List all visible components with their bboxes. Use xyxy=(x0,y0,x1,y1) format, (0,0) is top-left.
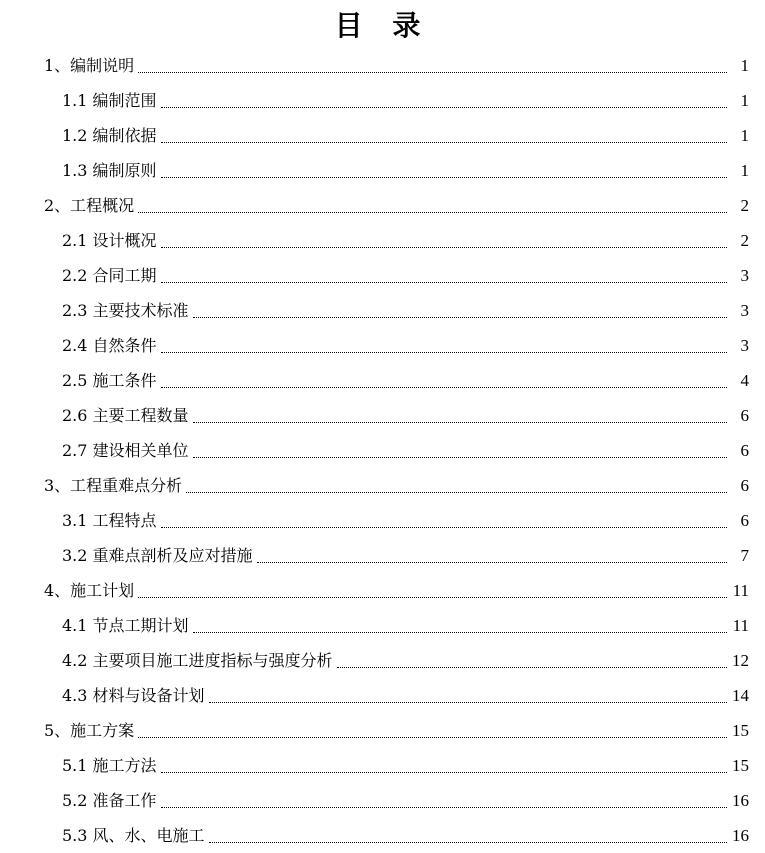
dot-leader-container xyxy=(157,363,765,398)
dot-leader-container xyxy=(253,538,765,573)
dot-leader-container xyxy=(134,713,765,748)
toc-entry[interactable] xyxy=(0,643,765,678)
dot-leader xyxy=(337,666,727,668)
toc-entry-page-number: 14 xyxy=(732,685,749,705)
dot-leader-container xyxy=(157,783,765,818)
toc-entry[interactable] xyxy=(0,783,765,818)
toc-entry[interactable] xyxy=(0,713,765,748)
toc-entry[interactable] xyxy=(0,258,765,293)
toc-entry-page-number: 4 xyxy=(740,370,749,390)
toc-entry-label: 2.1 设计概况 xyxy=(62,230,157,250)
toc-entry-page-number: 3 xyxy=(740,300,749,320)
dot-leader xyxy=(161,176,727,178)
toc-entry-label: 5.2 准备工作 xyxy=(62,790,157,810)
dot-leader-container xyxy=(333,643,765,678)
dot-leader-container xyxy=(205,678,765,713)
dot-leader xyxy=(161,246,727,248)
toc-entry-label: 2.3 主要技术标准 xyxy=(62,300,189,320)
dot-leader xyxy=(161,351,727,353)
toc-entry-page-number: 16 xyxy=(732,825,749,845)
toc-entry-label: 4.2 主要项目施工进度指标与强度分析 xyxy=(62,650,333,670)
toc-entry-label: 2.4 自然条件 xyxy=(62,335,157,355)
dot-leader xyxy=(193,456,727,458)
toc-entry-label: 4.3 材料与设备计划 xyxy=(62,685,205,705)
dot-leader-container xyxy=(157,83,765,118)
toc-entry-page-number: 11 xyxy=(732,580,749,600)
dot-leader xyxy=(161,526,727,528)
toc-entry-label: 1.2 编制依据 xyxy=(62,125,157,145)
toc-entry-label: 3.2 重难点剖析及应对措施 xyxy=(62,545,253,565)
toc-entry-page-number: 6 xyxy=(740,475,749,495)
toc-entry-label: 3、工程重难点分析 xyxy=(44,475,183,495)
dot-leader xyxy=(193,421,727,423)
dot-leader xyxy=(193,631,727,633)
dot-leader xyxy=(138,71,727,73)
dot-leader-container xyxy=(157,503,765,538)
dot-leader xyxy=(161,771,727,773)
dot-leader-container xyxy=(157,153,765,188)
toc-entry-page-number: 15 xyxy=(732,720,749,740)
toc-entry[interactable] xyxy=(0,538,765,573)
toc-entry-label: 3.1 工程特点 xyxy=(62,510,157,530)
dot-leader xyxy=(161,386,727,388)
dot-leader xyxy=(209,701,727,703)
dot-leader-container xyxy=(205,818,765,853)
dot-leader-container xyxy=(157,328,765,363)
toc-entry[interactable] xyxy=(0,223,765,258)
toc-entry[interactable] xyxy=(0,83,765,118)
toc-entry[interactable] xyxy=(0,678,765,713)
toc-entry[interactable] xyxy=(0,328,765,363)
toc-entry-label: 4.1 节点工期计划 xyxy=(62,615,189,635)
toc-entry-label: 2.6 主要工程数量 xyxy=(62,405,189,425)
dot-leader xyxy=(138,596,727,598)
toc-entry-label: 1.1 编制范围 xyxy=(62,90,157,110)
dot-leader-container xyxy=(157,748,765,783)
toc-entry-label: 5.1 施工方法 xyxy=(62,755,157,775)
toc-entry-page-number: 7 xyxy=(740,545,749,565)
toc-entry[interactable] xyxy=(0,748,765,783)
toc-entry-page-number: 12 xyxy=(732,650,749,670)
dot-leader xyxy=(193,316,727,318)
dot-leader xyxy=(186,491,727,493)
dot-leader-container xyxy=(134,573,765,608)
toc-entry[interactable] xyxy=(0,153,765,188)
dot-leader-container xyxy=(157,118,765,153)
toc-entry[interactable] xyxy=(0,503,765,538)
dot-leader-container xyxy=(157,223,765,258)
dot-leader xyxy=(209,841,727,843)
dot-leader xyxy=(161,281,727,283)
toc-entry-label: 2.7 建设相关单位 xyxy=(62,440,189,460)
dot-leader xyxy=(138,211,727,213)
dot-leader-container xyxy=(189,293,765,328)
toc-entry[interactable] xyxy=(0,433,765,468)
toc-entry[interactable] xyxy=(0,188,765,223)
toc-entry[interactable] xyxy=(0,573,765,608)
dot-leader-container xyxy=(182,468,765,503)
toc-entry-label: 1、编制说明 xyxy=(44,55,135,75)
toc-entry-page-number: 3 xyxy=(740,335,749,355)
toc-entry-label: 2.5 施工条件 xyxy=(62,370,157,390)
dot-leader-container xyxy=(157,258,765,293)
toc-entry[interactable] xyxy=(0,608,765,643)
toc-entry[interactable] xyxy=(0,363,765,398)
toc-entry-label: 2.2 合同工期 xyxy=(62,265,157,285)
dot-leader xyxy=(138,736,727,738)
toc-entry-label: 5、施工方案 xyxy=(44,720,135,740)
toc-entry[interactable] xyxy=(0,818,765,853)
toc-entry-page-number: 6 xyxy=(740,510,749,530)
toc-entry-page-number: 1 xyxy=(740,55,749,75)
toc-entry-label: 1.3 编制原则 xyxy=(62,160,157,180)
table-of-contents xyxy=(0,48,765,853)
toc-entry-page-number: 2 xyxy=(740,230,749,250)
toc-entry[interactable] xyxy=(0,48,765,83)
dot-leader xyxy=(161,141,727,143)
dot-leader-container xyxy=(134,188,765,223)
toc-entry-page-number: 1 xyxy=(740,125,749,145)
toc-entry-page-number: 6 xyxy=(740,405,749,425)
toc-entry-page-number: 3 xyxy=(740,265,749,285)
toc-entry-page-number: 2 xyxy=(740,195,749,215)
dot-leader-container xyxy=(189,608,765,643)
toc-entry-page-number: 1 xyxy=(740,160,749,180)
toc-entry-page-number: 6 xyxy=(740,440,749,460)
toc-entry-page-number: 16 xyxy=(732,790,749,810)
toc-entry[interactable] xyxy=(0,468,765,503)
dot-leader-container xyxy=(134,48,765,83)
page-title: 目 录 xyxy=(334,9,431,42)
toc-entry[interactable] xyxy=(0,118,765,153)
dot-leader-container xyxy=(189,433,765,468)
toc-entry[interactable] xyxy=(0,398,765,433)
toc-entry-label: 2、工程概况 xyxy=(44,195,135,215)
toc-entry[interactable] xyxy=(0,293,765,328)
toc-entry-page-number: 1 xyxy=(740,90,749,110)
toc-entry-page-number: 11 xyxy=(732,615,749,635)
dot-leader-container xyxy=(189,398,765,433)
toc-entry-label: 4、施工计划 xyxy=(44,580,135,600)
dot-leader xyxy=(257,561,727,563)
dot-leader xyxy=(161,106,727,108)
toc-entry-label: 5.3 风、水、电施工 xyxy=(62,825,205,845)
toc-entry-page-number: 15 xyxy=(732,755,749,775)
dot-leader xyxy=(161,806,727,808)
